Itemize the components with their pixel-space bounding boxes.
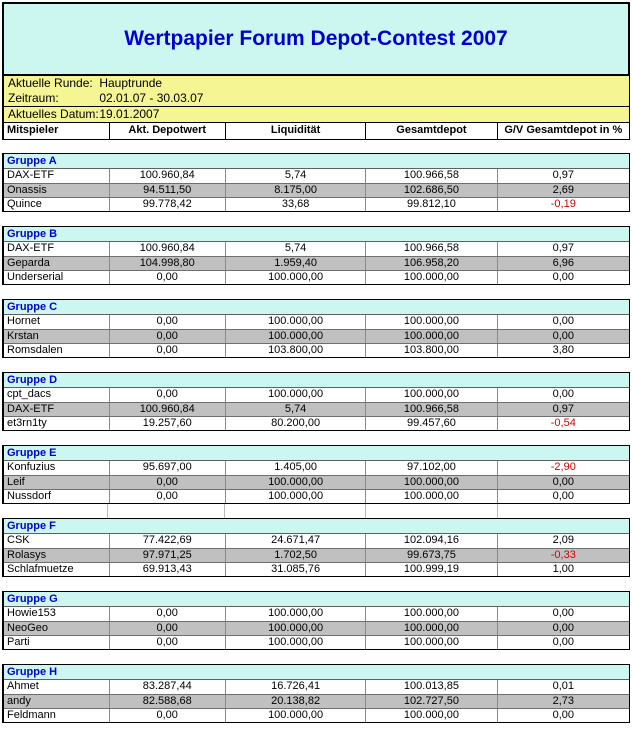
value-cell: -2,90	[497, 461, 629, 475]
value-cell: 8.175,00	[225, 184, 365, 197]
header-gv-prozent: G/V Gesamtdepot in %	[497, 123, 629, 139]
value-cell: 100.000,00	[365, 315, 496, 329]
value-cell: 3,80	[497, 344, 629, 357]
value-cell: -0,54	[497, 417, 629, 430]
value-cell: 100.013,85	[365, 680, 496, 694]
value-cell: 100.966,58	[365, 169, 496, 183]
value-cell: 100.000,00	[225, 490, 365, 503]
player-name-cell: Geparda	[7, 257, 50, 269]
value-cell: 24.671,47	[225, 534, 365, 548]
value-cell: 100.960,84	[109, 242, 225, 256]
value-cell: 102.686,50	[365, 184, 496, 197]
group-block	[2, 226, 630, 285]
player-name-cell: Ahmet	[7, 680, 39, 692]
header-mitspieler: Mitspieler	[7, 124, 59, 136]
player-name-cell: Nussdorf	[7, 490, 52, 502]
value-cell: 100.000,00	[365, 476, 496, 489]
value-cell: 0,00	[109, 388, 225, 402]
value-cell: 100.000,00	[365, 271, 496, 284]
table-row	[4, 489, 629, 503]
group-gap	[2, 358, 630, 372]
date-value: 19.01.2007	[99, 107, 160, 121]
value-cell: 102.094,16	[365, 534, 496, 548]
table-row	[4, 534, 629, 548]
round-info-block	[2, 76, 630, 107]
table-row	[4, 329, 629, 343]
group-title: Gruppe D	[4, 373, 629, 388]
value-cell: 100.000,00	[225, 636, 365, 649]
title-banner	[2, 2, 630, 76]
value-cell: 83.287,44	[109, 680, 225, 694]
group-block	[2, 372, 630, 431]
value-cell: 0,00	[497, 622, 629, 635]
player-name-cell: et3rn1ty	[7, 417, 47, 429]
player-name-cell: Quince	[7, 198, 42, 210]
value-cell: 82.588,68	[109, 695, 225, 708]
value-cell: 2,09	[497, 534, 629, 548]
table-row	[4, 183, 629, 197]
player-name-cell: NeoGeo	[7, 622, 48, 634]
value-cell: -0,19	[497, 198, 629, 211]
groups-container	[2, 153, 630, 723]
value-cell: 100.966,58	[365, 403, 496, 416]
player-name-cell: Rolasys	[7, 549, 47, 561]
value-cell: 0,00	[109, 709, 225, 722]
value-cell: 69.913,43	[109, 563, 225, 576]
value-cell: 99.778,42	[109, 198, 225, 211]
table-row	[4, 461, 629, 475]
player-name-cell: Hornet	[7, 315, 41, 327]
value-cell: 1.702,50	[225, 549, 365, 562]
value-cell: 100.000,00	[365, 636, 496, 649]
value-cell: 100.000,00	[225, 330, 365, 343]
period-row	[8, 91, 629, 106]
period-label: Zeitraum:	[8, 91, 59, 105]
value-cell: 100.000,00	[225, 622, 365, 635]
header-gesamtdepot: Gesamtdepot	[365, 123, 496, 139]
value-cell: 106.958,20	[365, 257, 496, 270]
player-name-cell: andy	[7, 695, 31, 707]
group-block	[2, 518, 630, 577]
value-cell: 33,68	[225, 198, 365, 211]
value-cell: 100.999,19	[365, 563, 496, 576]
player-name-cell: Parti	[7, 636, 30, 648]
player-name-cell: Feldmann	[7, 709, 56, 721]
group-block	[2, 445, 630, 504]
value-cell: 100.000,00	[225, 388, 365, 402]
value-cell: 0,00	[109, 622, 225, 635]
date-row	[8, 107, 629, 122]
value-cell: 0,00	[109, 271, 225, 284]
header-liquiditaet: Liquidität	[225, 123, 365, 139]
page-title: Wertpapier Forum Depot-Contest 2007	[124, 27, 508, 50]
value-cell: 0,00	[109, 315, 225, 329]
player-name-cell: Onassis	[7, 184, 47, 196]
player-name-cell: CSK	[7, 534, 30, 546]
value-cell: 100.000,00	[225, 271, 365, 284]
gap-divider-cell	[365, 504, 497, 518]
group-block	[2, 591, 630, 650]
group-title: Gruppe F	[4, 519, 629, 534]
gap-divider-cell	[107, 504, 224, 518]
value-cell: 80.200,00	[225, 417, 365, 430]
player-name-cell: Romsdalen	[7, 344, 63, 356]
value-cell: -0,33	[497, 549, 629, 562]
header-gap	[2, 140, 630, 153]
table-row	[4, 562, 629, 576]
value-cell: 0,00	[497, 388, 629, 402]
value-cell: 100.000,00	[225, 476, 365, 489]
gap-divider-cell	[224, 504, 365, 518]
table-row	[4, 169, 629, 183]
group-gap	[2, 431, 630, 445]
value-cell: 100.000,00	[365, 709, 496, 722]
player-name-cell: cpt_dacs	[7, 388, 52, 400]
table-row	[4, 708, 629, 722]
value-cell: 0,00	[497, 476, 629, 489]
value-cell: 0,97	[497, 169, 629, 183]
value-cell: 97.102,00	[365, 461, 496, 475]
table-row	[4, 416, 629, 430]
value-cell: 0,00	[497, 315, 629, 329]
value-cell: 95.697,00	[109, 461, 225, 475]
group-title: Gruppe E	[4, 446, 629, 461]
value-cell: 0,00	[109, 344, 225, 357]
group-title: Gruppe B	[4, 227, 629, 242]
value-cell: 0,00	[497, 709, 629, 722]
value-cell: 6,96	[497, 257, 629, 270]
value-cell: 99.457,60	[365, 417, 496, 430]
player-name-cell: DAX-ETF	[7, 403, 55, 415]
date-label: Aktuelles Datum:	[8, 107, 99, 121]
value-cell: 94.511,50	[109, 184, 225, 197]
value-cell: 0,00	[109, 476, 225, 489]
period-value: 02.01.07 - 30.03.07	[99, 91, 204, 105]
table-row	[4, 635, 629, 649]
table-row	[4, 343, 629, 357]
value-cell: 104.998,80	[109, 257, 225, 270]
player-name-cell: Leif	[7, 476, 25, 488]
value-cell: 97.971,25	[109, 549, 225, 562]
table-header-row	[2, 123, 630, 140]
value-cell: 100.000,00	[365, 388, 496, 402]
value-cell: 2,69	[497, 184, 629, 197]
value-cell: 2,73	[497, 695, 629, 708]
round-label: Aktuelle Runde:	[8, 76, 93, 90]
player-name-cell: Howie153	[7, 607, 56, 619]
value-cell: 0,00	[109, 490, 225, 503]
value-cell: 100.000,00	[365, 490, 496, 503]
value-cell: 100.966,58	[365, 242, 496, 256]
value-cell: 0,00	[497, 271, 629, 284]
date-info-block	[2, 107, 630, 123]
value-cell: 100.960,84	[109, 403, 225, 416]
table-row	[4, 548, 629, 562]
value-cell: 103.800,00	[225, 344, 365, 357]
value-cell: 5,74	[225, 403, 365, 416]
value-cell: 0,00	[497, 490, 629, 503]
group-title: Gruppe H	[4, 665, 629, 680]
value-cell: 0,00	[497, 636, 629, 649]
player-name-cell: DAX-ETF	[7, 242, 55, 254]
gap-divider-cell	[2, 504, 107, 518]
group-title: Gruppe G	[4, 592, 629, 607]
value-cell: 1,00	[497, 563, 629, 576]
value-cell: 0,01	[497, 680, 629, 694]
value-cell: 5,74	[225, 169, 365, 183]
value-cell: 0,97	[497, 242, 629, 256]
value-cell: 5,74	[225, 242, 365, 256]
value-cell: 1.405,00	[225, 461, 365, 475]
table-row	[4, 694, 629, 708]
table-row	[4, 388, 629, 402]
player-name-cell: DAX-ETF	[7, 169, 55, 181]
group-block	[2, 299, 630, 358]
player-name-cell: Konfuzius	[7, 461, 56, 473]
value-cell: 0,00	[109, 607, 225, 621]
round-value: Hauptrunde	[99, 76, 163, 90]
group-title: Gruppe A	[4, 154, 629, 169]
value-cell: 31.085,76	[225, 563, 365, 576]
value-cell: 100.000,00	[225, 709, 365, 722]
table-row	[4, 197, 629, 211]
gap-divider-cell	[497, 504, 630, 518]
group-gap	[2, 504, 630, 518]
value-cell: 100.000,00	[365, 622, 496, 635]
table-row	[4, 402, 629, 416]
value-cell: 100.000,00	[225, 607, 365, 621]
value-cell: 99.673,75	[365, 549, 496, 562]
player-name-cell: Krstan	[7, 330, 39, 342]
table-row	[4, 315, 629, 329]
table-row	[4, 256, 629, 270]
value-cell: 0,97	[497, 403, 629, 416]
value-cell: 103.800,00	[365, 344, 496, 357]
group-gap	[2, 577, 630, 591]
round-row	[8, 76, 629, 91]
group-gap	[2, 285, 630, 299]
group-gap	[2, 650, 630, 664]
table-row	[4, 270, 629, 284]
player-name-cell: Underserial	[7, 271, 64, 283]
value-cell: 0,00	[109, 330, 225, 343]
player-name-cell: Schlafmuetze	[7, 563, 74, 575]
value-cell: 100.000,00	[225, 315, 365, 329]
value-cell: 0,00	[109, 636, 225, 649]
group-gap	[2, 212, 630, 226]
value-cell: 102.727,50	[365, 695, 496, 708]
table-row	[4, 242, 629, 256]
header-depotwert: Akt. Depotwert	[109, 123, 225, 139]
value-cell: 0,00	[497, 330, 629, 343]
value-cell: 100.000,00	[365, 607, 496, 621]
value-cell: 19.257,60	[109, 417, 225, 430]
value-cell: 99.812,10	[365, 198, 496, 211]
table-row	[4, 680, 629, 694]
group-block	[2, 664, 630, 723]
group-title: Gruppe C	[4, 300, 629, 315]
value-cell: 1.959,40	[225, 257, 365, 270]
table-row	[4, 621, 629, 635]
table-row	[4, 475, 629, 489]
value-cell: 0,00	[497, 607, 629, 621]
value-cell: 100.000,00	[365, 330, 496, 343]
value-cell: 20.138,82	[225, 695, 365, 708]
value-cell: 16.726,41	[225, 680, 365, 694]
value-cell: 100.960,84	[109, 169, 225, 183]
group-block	[2, 153, 630, 212]
table-row	[4, 607, 629, 621]
value-cell: 77.422,69	[109, 534, 225, 548]
